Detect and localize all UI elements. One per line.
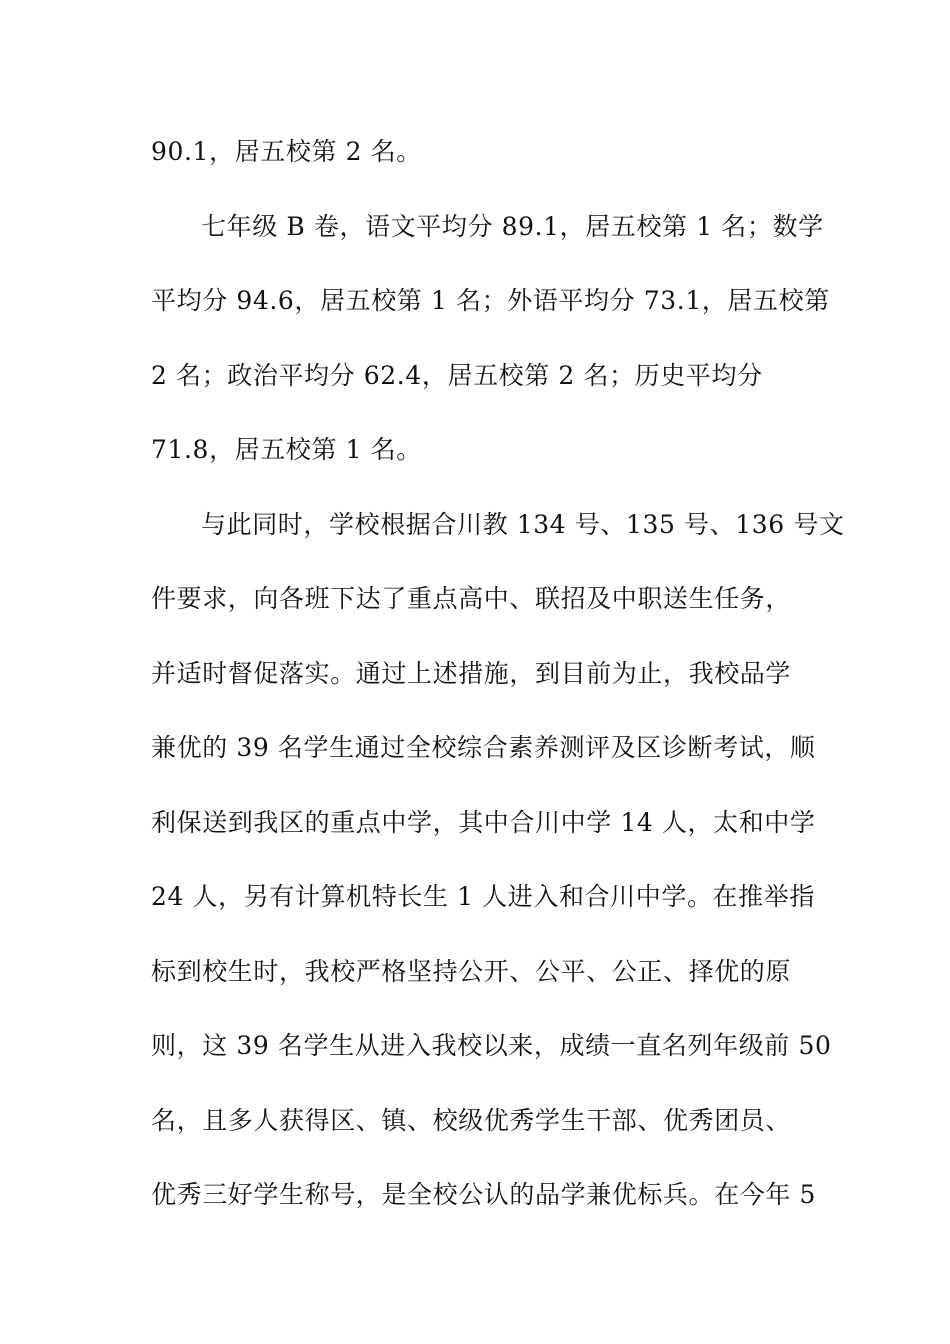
text-line: 平均分 94.6，居五校第 1 名；外语平均分 73.1，居五校第 [151, 286, 830, 315]
text-line: 24 人，另有计算机特长生 1 人进入和合川中学。在推举指 [151, 882, 815, 911]
text-line: 优秀三好学生称号，是全校公认的品学兼优标兵。在今年 5 [151, 1180, 817, 1209]
text-line: 并适时督促落实。通过上述措施，到目前为止，我校品学 [151, 659, 792, 688]
text-line: 利保送到我区的重点中学，其中合川中学 14 人，太和中学 [151, 808, 816, 837]
text-line: 2 名；政治平均分 62.4，居五校第 2 名；历史平均分 [151, 361, 763, 390]
text-line: 90.1，居五校第 2 名。 [151, 137, 422, 166]
text-line: 件要求，向各班下达了重点高中、联招及中职送生任务， [151, 584, 792, 613]
paragraph-start-line: 七年级 B 卷，语文平均分 89.1，居五校第 1 名；数学 [201, 212, 824, 241]
text-line: 标到校生时，我校严格坚持公开、公平、公正、择优的原 [151, 957, 792, 986]
text-line: 名，且多人获得区、镇、校级优秀学生干部、优秀团员、 [151, 1106, 792, 1135]
text-line: 兼优的 39 名学生通过全校综合素养测评及区诊断考试，顺 [151, 733, 816, 762]
text-line: 则，这 39 名学生从进入我校以来，成绩一直名列年级前 50 [151, 1031, 832, 1060]
paragraph-start-line: 与此同时，学校根据合川教 134 号、135 号、136 号文 [201, 510, 845, 539]
text-line: 71.8，居五校第 1 名。 [151, 435, 422, 464]
